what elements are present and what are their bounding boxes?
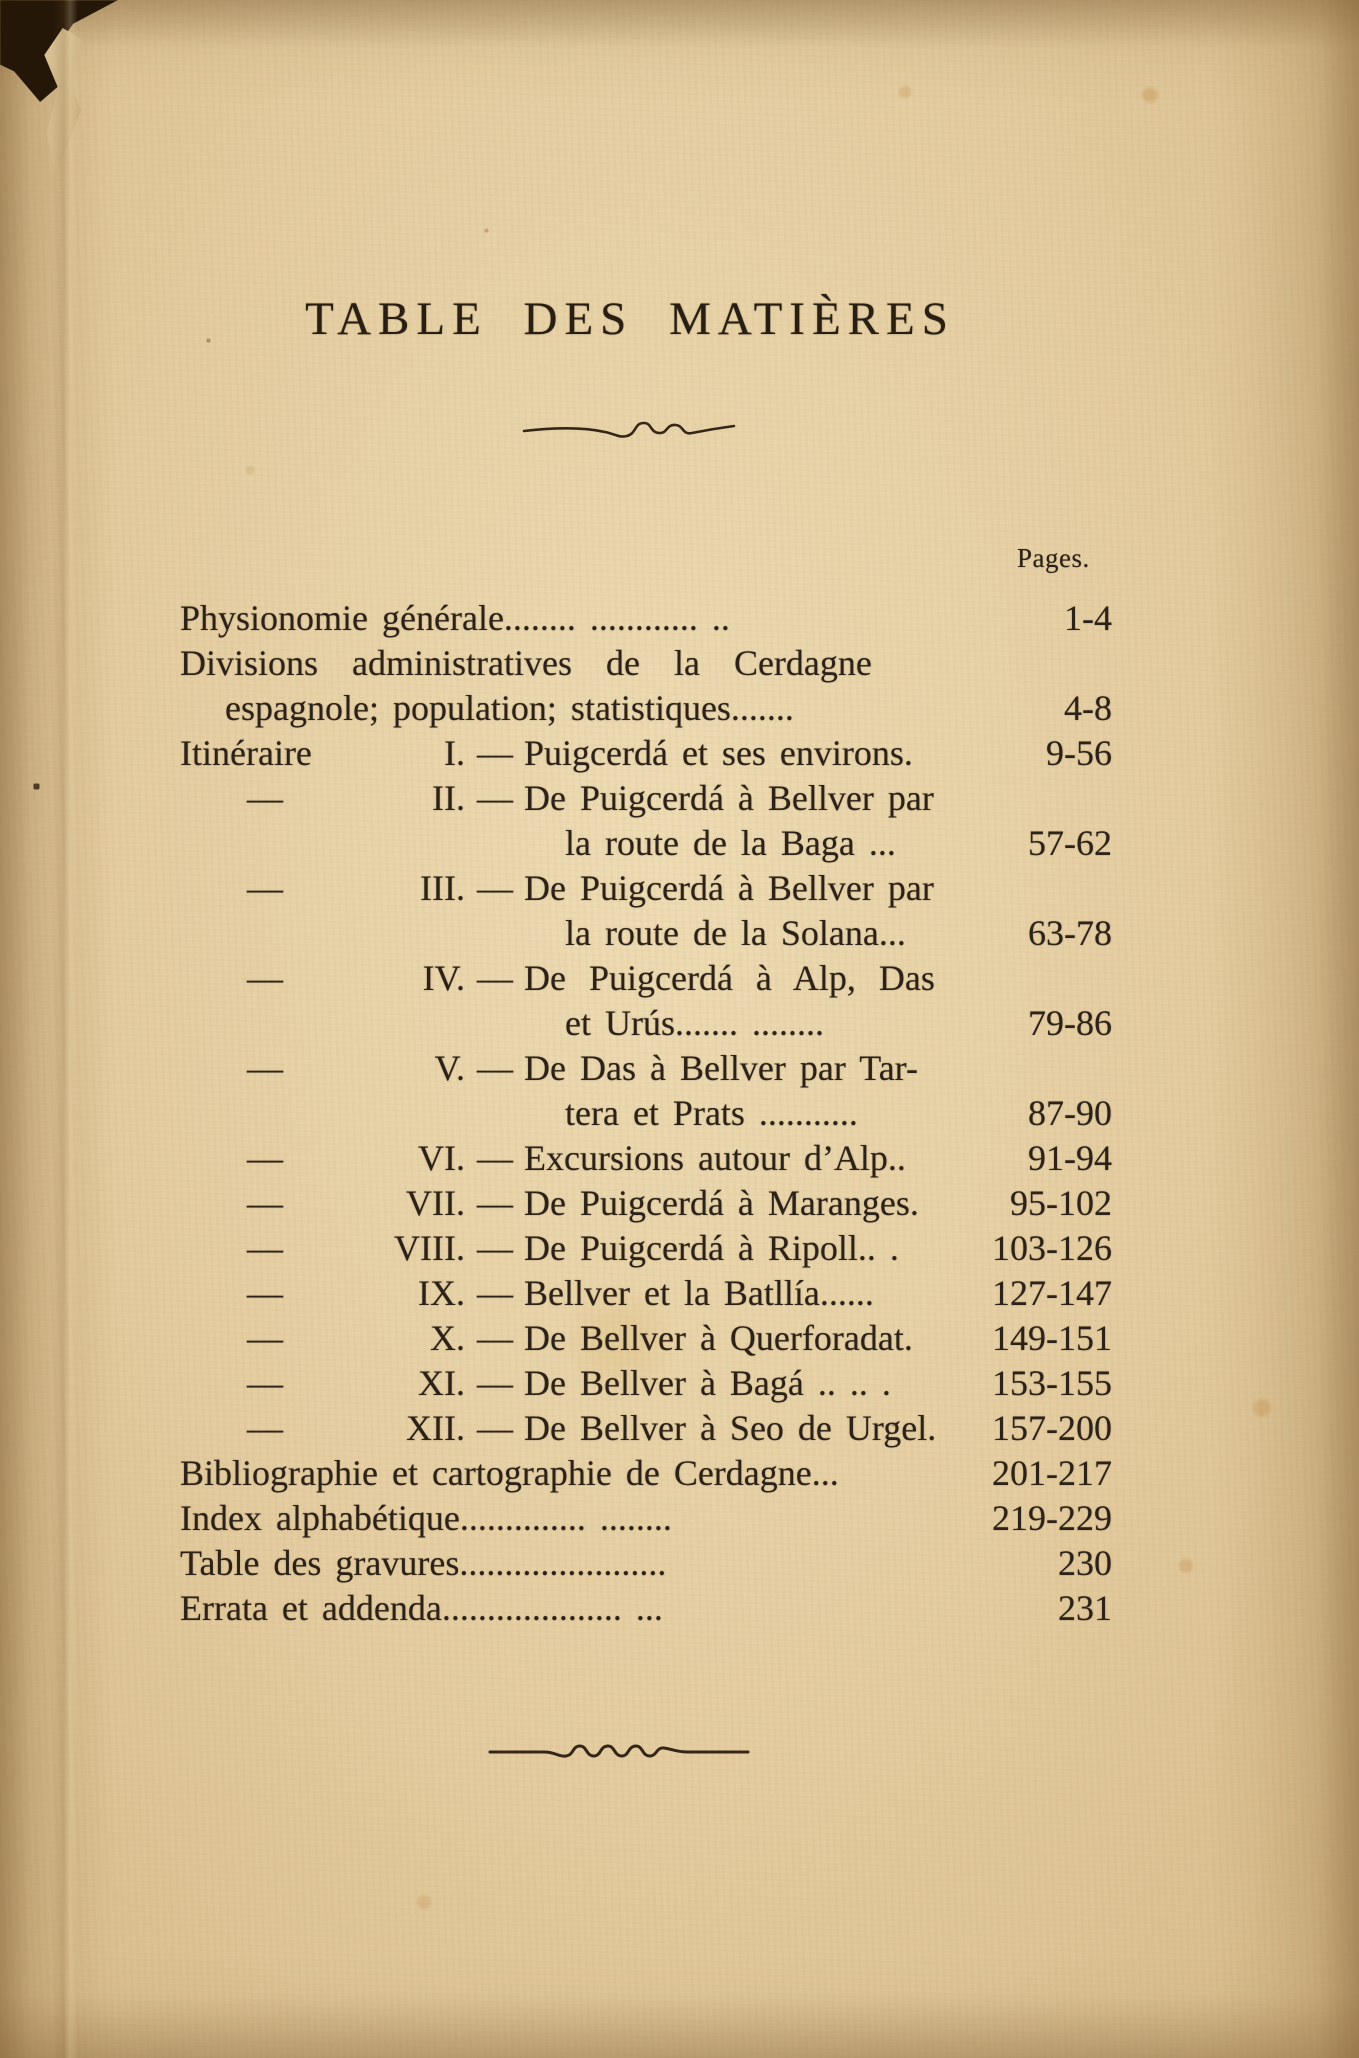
toc-entry-text: De Puigcerdá à Bellver par — [524, 778, 934, 818]
page-title: TABLE DES MATIÈRES — [305, 293, 955, 345]
toc-ditto-dash: — — [247, 868, 283, 908]
toc-ditto-dash: — — [247, 958, 283, 998]
toc-ditto-dash: — — [247, 1318, 283, 1358]
toc-roman-numeral: I. — [444, 733, 465, 773]
toc-row — [180, 911, 1112, 956]
toc-ditto-dash: — — [247, 1408, 283, 1448]
toc-row — [180, 1586, 1112, 1631]
toc-dash: — — [477, 1318, 513, 1358]
toc-page-range: 91-94 — [1028, 1138, 1112, 1178]
toc-entry-text: espagnole; population; statistiques....... — [225, 688, 794, 728]
toc-roman-numeral: II. — [432, 778, 465, 818]
toc-page-range: 57-62 — [1028, 823, 1112, 863]
toc-row — [180, 866, 1112, 911]
toc-dash: — — [477, 1408, 513, 1448]
toc-page-range: 230 — [1058, 1543, 1112, 1583]
toc-row — [180, 641, 1112, 686]
toc-page-range: 157-200 — [992, 1408, 1112, 1448]
toc-dash: — — [477, 733, 513, 773]
toc-dash: — — [477, 1363, 513, 1403]
toc-ditto-dash: — — [247, 1138, 283, 1178]
toc-roman-numeral: XI. — [418, 1363, 465, 1403]
toc-page-range: 127-147 — [992, 1273, 1112, 1313]
toc-page-range: 153-155 — [992, 1363, 1112, 1403]
toc-ditto-dash: — — [247, 1273, 283, 1313]
toc-entry-text: De Puigcerdá à Alp, Das — [524, 958, 935, 998]
toc-roman-numeral: VIII. — [394, 1228, 465, 1268]
toc-roman-numeral: V. — [434, 1048, 465, 1088]
toc-page-range: 63-78 — [1028, 913, 1112, 953]
toc-row — [180, 1181, 1112, 1226]
toc-dash: — — [477, 868, 513, 908]
toc-roman-numeral: XII. — [406, 1408, 465, 1448]
toc-page-range: 103-126 — [992, 1228, 1112, 1268]
toc-entry-text: De Das à Bellver par Tar- — [524, 1048, 918, 1088]
toc-entry-text: De Puigcerdá à Bellver par — [524, 868, 934, 908]
toc-page-range: 95-102 — [1010, 1183, 1112, 1223]
flourish-divider-icon — [486, 1740, 752, 1764]
toc-entry-text: De Bellver à Bagá .. .. . — [524, 1363, 891, 1403]
toc-section-label: Itinéraire — [180, 733, 312, 773]
toc-row — [180, 1001, 1112, 1046]
toc-roman-numeral: III. — [420, 868, 465, 908]
toc-entry-text: Bibliographie et cartographie de Cerdagne... — [180, 1453, 839, 1493]
toc-entry-text: Index alphabétique.............. ........ — [180, 1498, 672, 1538]
toc-entry-text: Table des gravures....................... — [180, 1543, 667, 1583]
toc-row — [180, 1271, 1112, 1316]
toc-row — [180, 1136, 1112, 1181]
toc-entry-text: De Bellver à Seo de Urgel. — [524, 1408, 937, 1448]
toc-ditto-dash: — — [247, 1048, 283, 1088]
toc-roman-numeral: IX. — [418, 1273, 465, 1313]
pages-column-header: Pages. — [1017, 543, 1090, 573]
toc-roman-numeral: IV. — [422, 958, 465, 998]
toc-dash: — — [477, 1228, 513, 1268]
toc-row — [180, 1496, 1112, 1541]
toc-entry-text: Excursions autour d’Alp.. — [524, 1138, 906, 1178]
toc-row — [180, 1226, 1112, 1271]
toc-dash: — — [477, 1138, 513, 1178]
toc-roman-numeral: VI. — [418, 1138, 465, 1178]
toc-page-range: 79-86 — [1028, 1003, 1112, 1043]
toc-entry-text: la route de la Baga ... — [565, 823, 896, 863]
toc-dash: — — [477, 1048, 513, 1088]
toc-entry-text: Puigcerdá et ses environs. — [524, 733, 913, 773]
toc-row — [180, 1361, 1112, 1406]
toc-dash: — — [477, 958, 513, 998]
toc-page-range: 201-217 — [992, 1453, 1112, 1493]
toc-page-range: 219-229 — [992, 1498, 1112, 1538]
toc-ditto-dash: — — [247, 1363, 283, 1403]
toc-row — [180, 596, 1112, 641]
toc-row — [180, 1316, 1112, 1361]
toc-row — [180, 776, 1112, 821]
toc-entry-text: De Puigcerdá à Maranges. — [524, 1183, 919, 1223]
toc-page-range: 87-90 — [1028, 1093, 1112, 1133]
toc-entry-text: et Urús....... ........ — [565, 1003, 824, 1043]
toc-entry-text: tera et Prats ........... — [565, 1093, 858, 1133]
toc-entry-text: De Puigcerdá à Ripoll.. . — [524, 1228, 899, 1268]
toc-page-range: 1-4 — [1064, 598, 1112, 638]
toc-page-range: 149-151 — [992, 1318, 1112, 1358]
toc-row — [180, 956, 1112, 1001]
toc-ditto-dash: — — [247, 1228, 283, 1268]
toc-ditto-dash: — — [247, 778, 283, 818]
toc-ditto-dash: — — [247, 1183, 283, 1223]
toc-entry-text: la route de la Solana... — [565, 913, 906, 953]
toc-row — [180, 686, 1112, 731]
table-of-contents — [180, 596, 1112, 1631]
flourish-divider-icon — [521, 415, 737, 445]
toc-row — [180, 1046, 1112, 1091]
toc-entry-text: Bellver et la Batllía...... — [524, 1273, 874, 1313]
toc-page-range: 231 — [1058, 1588, 1112, 1628]
toc-row — [180, 1091, 1112, 1136]
toc-row — [180, 1541, 1112, 1586]
toc-entry-text: De Bellver à Querforadat. — [524, 1318, 913, 1358]
toc-entry-text: Divisions administratives de la Cerdagne — [180, 643, 872, 683]
toc-row — [180, 821, 1112, 866]
toc-row — [180, 731, 1112, 776]
toc-dash: — — [477, 1183, 513, 1223]
toc-entry-text: Physionomie générale........ ............ .. — [180, 598, 730, 638]
toc-page-range: 9-56 — [1046, 733, 1112, 773]
toc-dash: — — [477, 778, 513, 818]
toc-dash: — — [477, 1273, 513, 1313]
foxing-specks — [0, 0, 1, 1]
toc-row — [180, 1406, 1112, 1451]
toc-entry-text: Errata et addenda.................... ... — [180, 1588, 663, 1628]
toc-roman-numeral: X. — [430, 1318, 465, 1358]
toc-row — [180, 1451, 1112, 1496]
toc-roman-numeral: VII. — [406, 1183, 465, 1223]
toc-page-range: 4-8 — [1064, 688, 1112, 728]
